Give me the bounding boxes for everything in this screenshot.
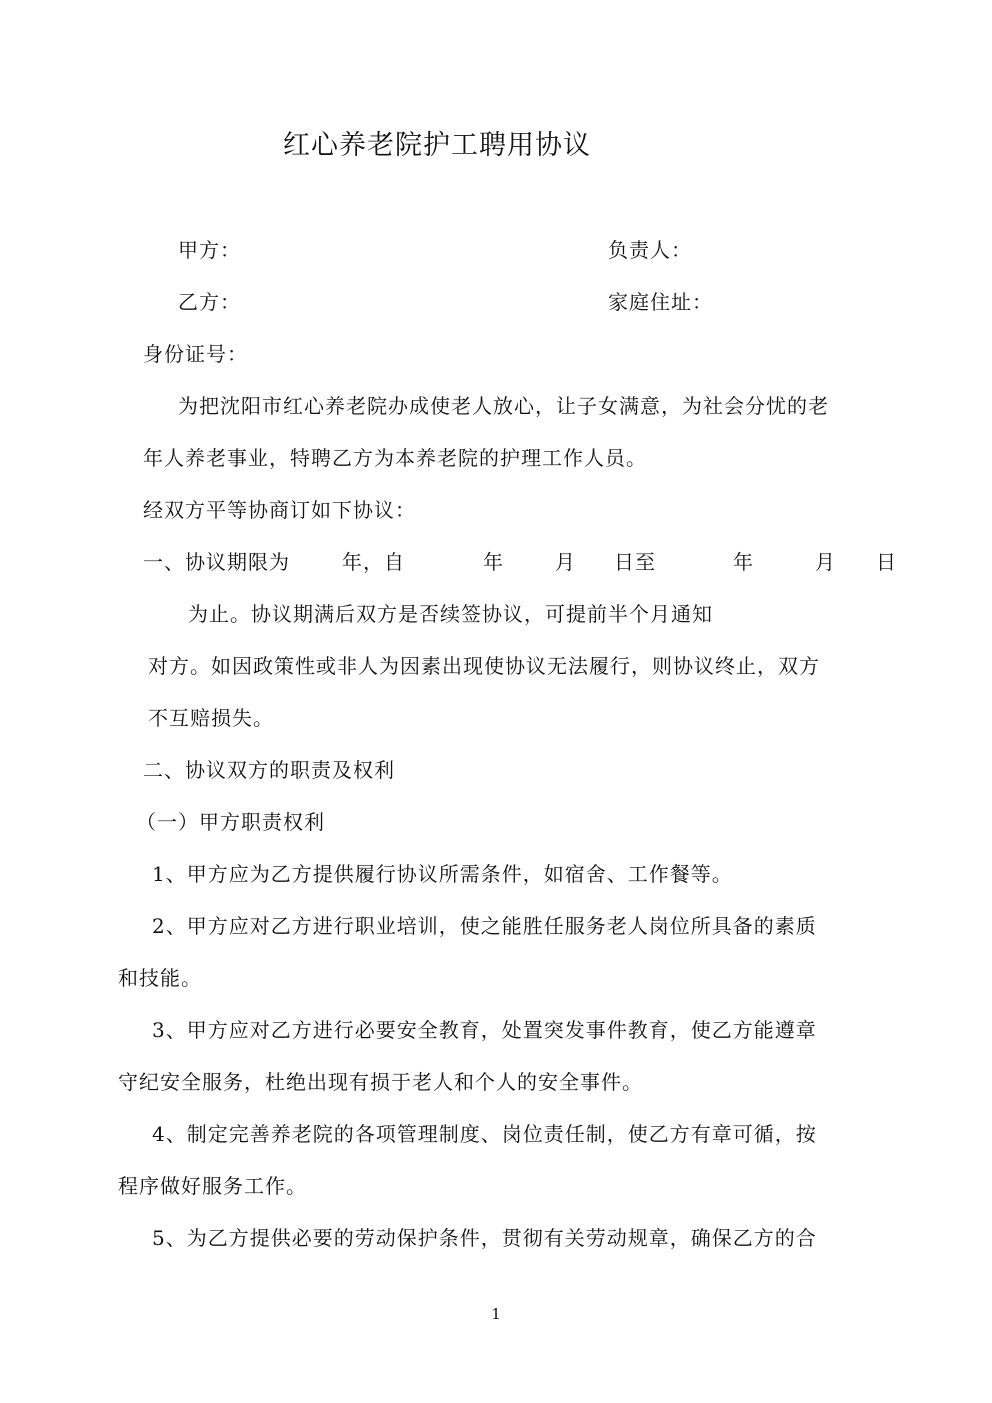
end-month: 月 bbox=[815, 550, 836, 574]
term-years: 年，自 bbox=[342, 550, 405, 574]
document-title: 红心养老院护工聘用协议 bbox=[283, 130, 591, 161]
item-2-line-2: 和技能。 bbox=[118, 966, 202, 990]
start-day: 日至 bbox=[614, 550, 656, 574]
term-prefix: 一、协议期限为 bbox=[143, 550, 290, 574]
start-year: 年 bbox=[483, 550, 504, 574]
section-2-subheading: （一）甲方职责权利 bbox=[136, 810, 325, 834]
section-2-heading: 二、协议双方的职责及权利 bbox=[143, 758, 395, 782]
term-line-4: 不互赔损失。 bbox=[148, 706, 274, 730]
intro-line-1: 为把沈阳市红心养老院办成使老人放心，让子女满意，为社会分忧的老 bbox=[178, 394, 829, 418]
term-line-3: 对方。如因政策性或非人为因素出现使协议无法履行，则协议终止，双方 bbox=[148, 654, 820, 678]
party-a-label: 甲方： bbox=[178, 238, 241, 262]
end-year: 年 bbox=[733, 550, 754, 574]
term-line-2: 为止。协议期满后双方是否续签协议，可提前半个月通知 bbox=[188, 602, 713, 626]
party-b-label: 乙方： bbox=[178, 290, 241, 314]
item-4-line-1: 4、制定完善养老院的各项管理制度、岗位责任制，使乙方有章可循，按 bbox=[152, 1122, 817, 1146]
intro-line-2: 年人养老事业，特聘乙方为本养老院的护理工作人员。 bbox=[143, 446, 647, 470]
end-day: 日 bbox=[876, 550, 897, 574]
item-2-line-1: 2、甲方应对乙方进行职业培训，使之能胜任服务老人岗位所具备的素质 bbox=[152, 914, 817, 938]
person-in-charge-label: 负责人： bbox=[608, 238, 692, 262]
item-5-line-1: 5、为乙方提供必要的劳动保护条件，贯彻有关劳动规章，确保乙方的合 bbox=[152, 1226, 817, 1250]
home-address-label: 家庭住址： bbox=[608, 290, 713, 314]
item-3-line-1: 3、甲方应对乙方进行必要安全教育，处置突发事件教育，使乙方能遵章 bbox=[152, 1018, 817, 1042]
item-1: 1、甲方应为乙方提供履行协议所需条件，如宿舍、工作餐等。 bbox=[152, 862, 733, 886]
start-month: 月 bbox=[555, 550, 576, 574]
page-number: 1 bbox=[491, 1305, 501, 1323]
term-row bbox=[0, 549, 992, 575]
id-number-label: 身份证号： bbox=[143, 342, 248, 366]
item-4-line-2: 程序做好服务工作。 bbox=[118, 1174, 307, 1198]
item-3-line-2: 守纪安全服务，杜绝出现有损于老人和个人的安全事件。 bbox=[118, 1070, 643, 1094]
intro-line-3: 经双方平等协商订如下协议： bbox=[143, 498, 416, 522]
